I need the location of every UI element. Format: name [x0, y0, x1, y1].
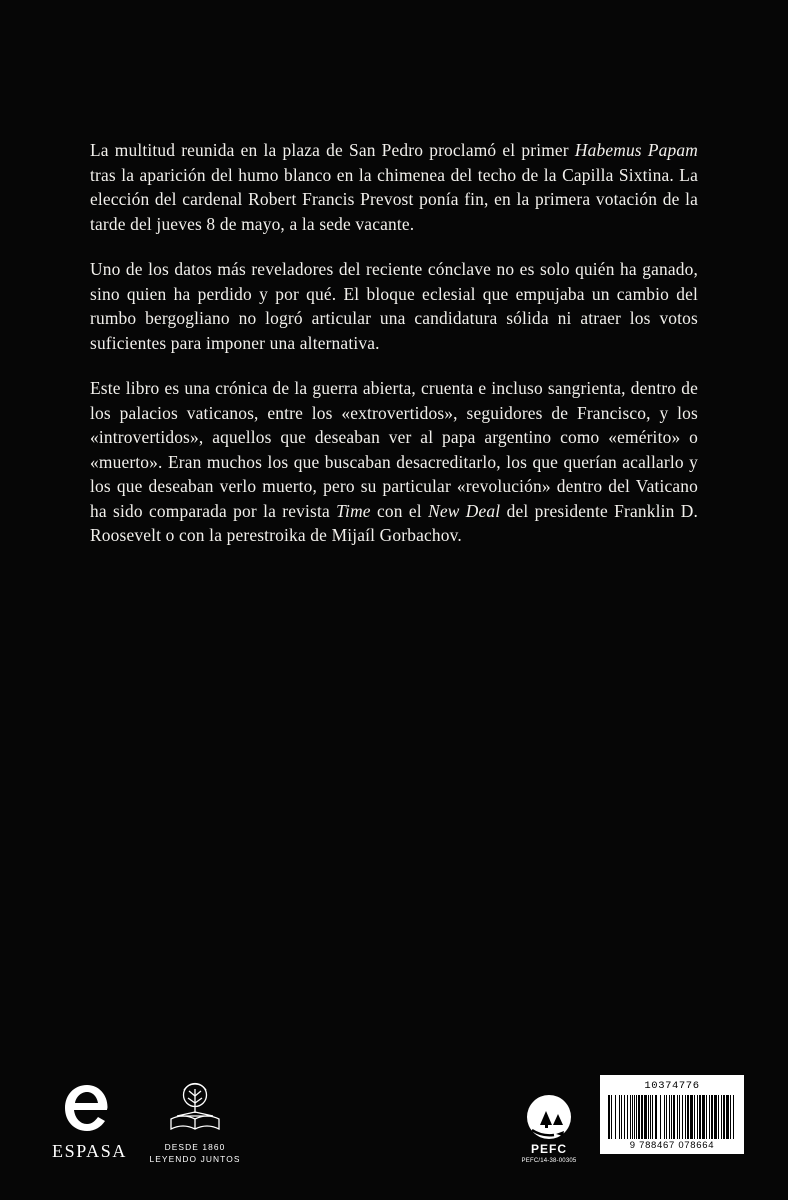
certification-code: PEFC/14-38-00305	[521, 1158, 577, 1164]
barcode-top-number: 10374776	[644, 1080, 700, 1092]
blurb-paragraph-3: Este libro es una crónica de la guerra abierta, cruenta e incluso sangrienta, dentro de los palacios vaticanos, entre los «extrovertidos», seguidores de Francisco, y los «introvertidos», aquellos que deseaban ver al papa argentino como «emérito» o «muerto». Eran muchos los que buscaban desacreditarlo, los que querían acallarlo y los que deseaban verlo muerto, pero su particular «revolución» dentro del Vaticano ha sido comparada por la revista Time con el New Deal del presidente Franklin D. Roosevelt o con la perestroika de Mijaíl Gorbachov.	[90, 378, 698, 546]
espasa-e-icon	[60, 1081, 114, 1135]
blurb-paragraph-2: Uno de los datos más reveladores del reciente cónclave no es solo quién ha ganado, sino quien ha perdido y por qué. El bloque eclesial que empujaba un cambio del rumbo bergogliano no logró articular una candidatura sólida ni atraer los votos suficientes para imponer una alternativa.	[90, 259, 698, 353]
pefc-trees-icon	[526, 1094, 572, 1140]
tree-book-icon	[163, 1078, 227, 1138]
imprint-line-2: LEYENDO JUNTOS	[149, 1154, 241, 1164]
certification-logo	[510, 1094, 588, 1164]
publisher-logo	[52, 1081, 127, 1162]
barcode-ean: 9 788467 078664	[629, 1140, 715, 1151]
blurb-text-block	[90, 138, 698, 548]
barcode-block	[600, 1075, 744, 1154]
blurb-paragraph-1: La multitud reunida en la plaza de San Pedro proclamó el primer Habemus Papam tras la aparición del humo blanco en la chimenea del techo de la Capilla Sixtina. La elección del cardenal Robert Francis Prevost ponía fin, en la primera votación de la tarde del jueves 8 de mayo, a la sede vacante.	[90, 140, 698, 234]
certification-label: PEFC	[530, 1142, 567, 1156]
publisher-wordmark: ESPASA	[52, 1141, 127, 1161]
back-cover-footer	[0, 1040, 788, 1200]
barcode-icon	[606, 1095, 738, 1139]
imprint-logo	[142, 1078, 248, 1164]
imprint-line-1: DESDE 1860	[164, 1142, 226, 1152]
